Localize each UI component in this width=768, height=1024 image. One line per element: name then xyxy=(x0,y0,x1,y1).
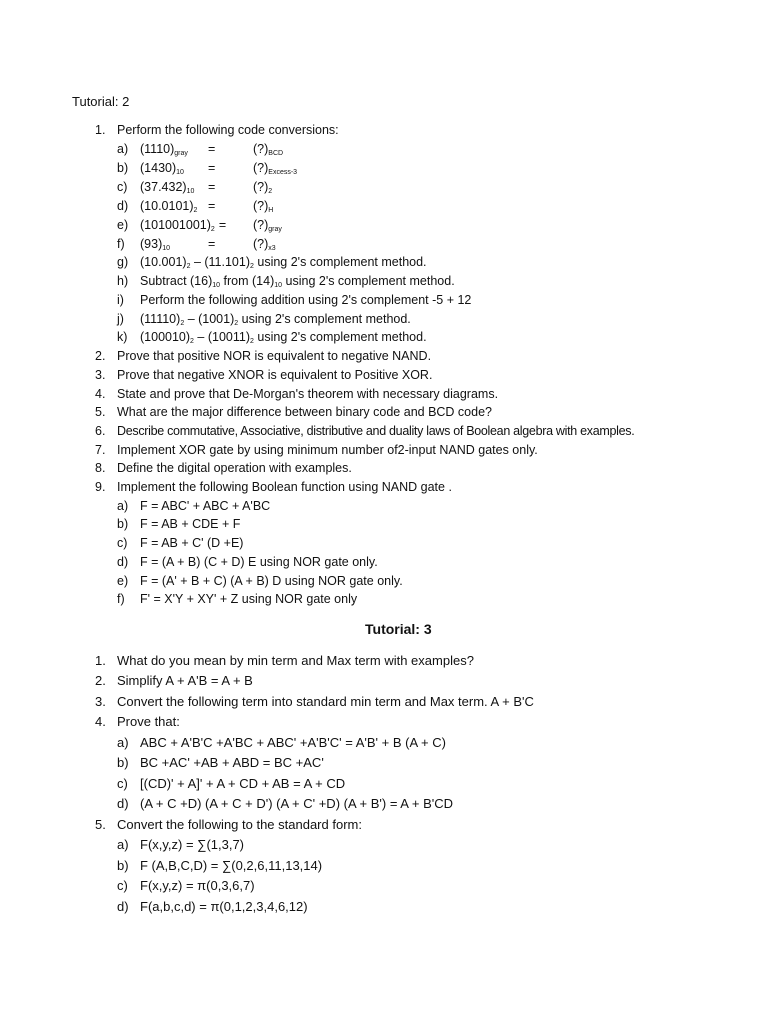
item-text: F = AB + C' (D +E) xyxy=(140,536,244,550)
item-text: ABC + A'B'C +A'BC + ABC' +A'B'C' = A'B' + B (A + C) xyxy=(140,735,446,750)
item-letter: b) xyxy=(117,161,129,175)
question-text: Prove that positive NOR is equivalent to negative NAND. xyxy=(117,349,432,363)
item-text: (A + C +D) (A + C + D') (A + C' +D) (A + B') = A + B'CD xyxy=(140,796,454,811)
item-letter: h) xyxy=(117,274,129,288)
tutorial-2-title: Tutorial: 2 xyxy=(72,94,130,109)
question-number: 3. xyxy=(95,694,106,709)
item-text: F(x,y,z) = π(0,3,6,7) xyxy=(140,878,255,893)
question-text: Define the digital operation with examples. xyxy=(117,461,352,475)
question-text: Implement XOR gate by using minimum number of2-input NAND gates only. xyxy=(117,443,538,457)
item-letter: i) xyxy=(117,293,124,307)
equals-sign: = xyxy=(208,180,216,194)
question-text: Convert the following term into standard min term and Max term. A + B'C xyxy=(117,694,534,709)
item-letter: f) xyxy=(117,237,125,251)
question-text: Convert the following to the standard form: xyxy=(117,817,362,832)
conversion-lhs: $(1430)_{10}$ xyxy=(140,161,184,176)
item-text: F = (A' + B + C) (A + B) D using NOR gate only. xyxy=(140,574,403,588)
item-text: F = AB + CDE + F xyxy=(140,517,241,531)
item-letter: c) xyxy=(117,776,128,791)
question-number: 1. xyxy=(95,653,106,668)
item-letter: d) xyxy=(117,899,129,914)
conversion-lhs: $(101001001)_2$ = xyxy=(140,218,227,233)
item-text: F = (A + B) (C + D) E using NOR gate only. xyxy=(140,555,378,569)
question-number: 5. xyxy=(95,405,106,419)
item-letter: c) xyxy=(117,180,128,194)
conversion-rhs: $(?)_{gray}$ xyxy=(253,218,282,233)
item-text: Perform the following addition using 2's complement -5 + 12 xyxy=(140,293,472,307)
item-letter: e) xyxy=(117,574,129,588)
item-text: $(10.001)_2 - (11.101)_2$ using 2's complement method. xyxy=(140,255,427,270)
item-letter: a) xyxy=(117,499,129,513)
question-number: 2. xyxy=(95,349,106,363)
question-number: 4. xyxy=(95,387,106,401)
question-number: 9. xyxy=(95,480,106,494)
conversion-lhs: $(10.0101)_2$ xyxy=(140,199,198,214)
question-text: Prove that negative XNOR is equivalent to Positive XOR. xyxy=(117,368,433,382)
item-text: [(CD)' + A]' + A + CD + AB = A + CD xyxy=(140,776,346,791)
question-text: What do you mean by min term and Max term with examples? xyxy=(117,653,474,668)
item-text: $(100010)_2 - (10011)_2$ using 2's complement method. xyxy=(140,330,427,345)
item-text: Subtract $(16)_{10}$ from $(14)_{10}$ using 2's complement method. xyxy=(140,274,455,289)
equals-sign: = xyxy=(208,199,216,213)
question-text: Describe commutative, Associative, distributive and duality laws of Boolean algebra with examples. xyxy=(117,424,635,438)
question-text: Prove that: xyxy=(117,714,180,729)
item-letter: a) xyxy=(117,837,129,852)
conversion-rhs: $(?)_{BCD}$ xyxy=(253,142,284,157)
question-number: 1. xyxy=(95,123,106,137)
item-text: F(a,b,c,d) = π(0,1,2,3,4,6,12) xyxy=(140,899,308,914)
item-text: F = ABC' + ABC + A'BC xyxy=(140,499,271,513)
tutorial-3-title: Tutorial: 3 xyxy=(365,621,432,637)
question-number: 2. xyxy=(95,673,106,688)
item-letter: d) xyxy=(117,555,129,569)
item-text: F (A,B,C,D) = ∑(0,2,6,11,13,14) xyxy=(140,858,323,873)
question-number: 6. xyxy=(95,424,106,438)
item-text: $(11110)_2 - (1001)_2$ using 2's complement method. xyxy=(140,312,411,327)
item-letter: a) xyxy=(117,142,129,156)
question-number: 3. xyxy=(95,368,106,382)
item-letter: b) xyxy=(117,755,129,770)
question-number: 7. xyxy=(95,443,106,457)
conversion-rhs: $(?)_H$ xyxy=(253,199,274,214)
item-letter: k) xyxy=(117,330,128,344)
question-text: What are the major difference between binary code and BCD code? xyxy=(117,405,492,419)
question-text: Simplify A + A'B = A + B xyxy=(117,673,253,688)
equals-sign: = xyxy=(208,142,216,156)
item-letter: b) xyxy=(117,517,129,531)
item-letter: j) xyxy=(117,312,124,326)
item-letter: c) xyxy=(117,878,128,893)
question-text: Perform the following code conversions: xyxy=(117,123,339,137)
item-text: BC +AC' +AB + ABD = BC +AC' xyxy=(140,755,324,770)
question-number: 8. xyxy=(95,461,106,475)
conversion-lhs: $(93)_{10}$ xyxy=(140,237,171,252)
question-number: 5. xyxy=(95,817,106,832)
conversion-rhs: $(?)_{Excess-3}$ xyxy=(253,161,298,176)
item-text: F' = X'Y + XY' + Z using NOR gate only xyxy=(140,592,358,606)
conversion-lhs: $(37.432)_{10}$ xyxy=(140,180,195,195)
conversion-rhs: $(?)_2$ xyxy=(253,180,273,195)
item-letter: c) xyxy=(117,536,128,550)
item-letter: e) xyxy=(117,218,129,232)
item-letter: f) xyxy=(117,592,125,606)
question-text: Implement the following Boolean function using NAND gate . xyxy=(117,480,452,494)
equals-sign: = xyxy=(208,161,216,175)
item-letter: a) xyxy=(117,735,129,750)
equals-sign: = xyxy=(208,237,216,251)
item-letter: d) xyxy=(117,796,129,811)
conversion-lhs: $(1110)_{gray}$ xyxy=(140,142,188,157)
conversion-rhs: $(?)_{x3}$ xyxy=(253,237,276,252)
equals-sign: = xyxy=(218,218,227,232)
question-number: 4. xyxy=(95,714,106,729)
question-text: State and prove that De-Morgan's theorem with necessary diagrams. xyxy=(117,387,499,401)
item-text: F(x,y,z) = ∑(1,3,7) xyxy=(140,837,245,852)
item-letter: g) xyxy=(117,255,129,269)
item-letter: b) xyxy=(117,858,129,873)
item-letter: d) xyxy=(117,199,129,213)
